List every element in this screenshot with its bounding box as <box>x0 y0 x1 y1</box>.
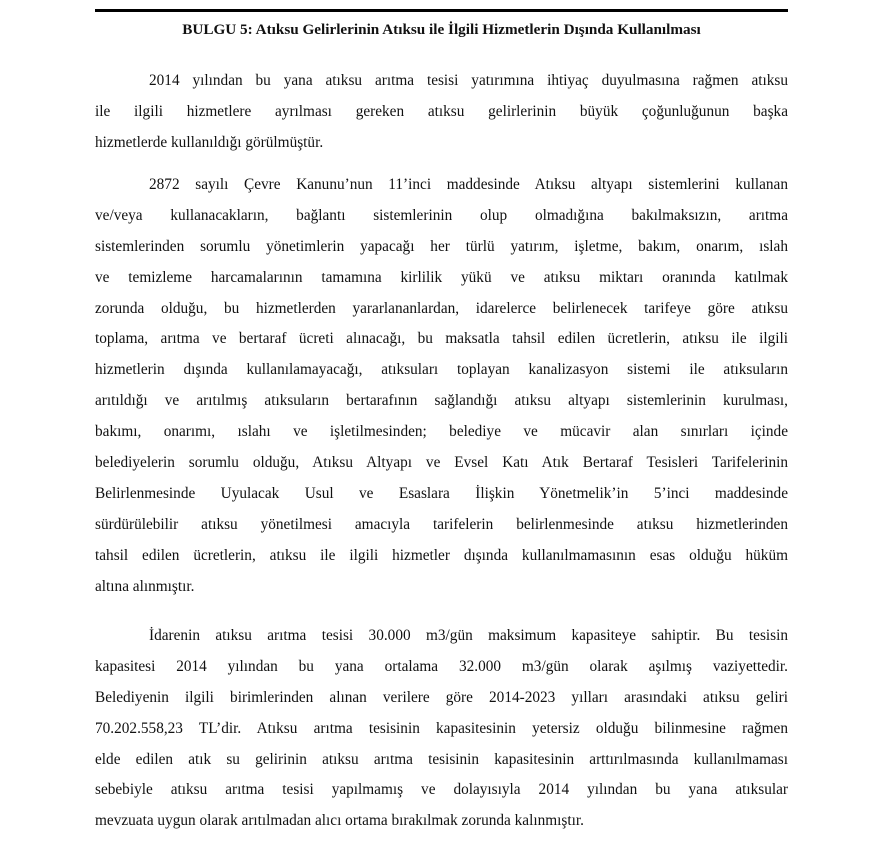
paragraph-line: ve temizleme harcamalarının tamamına kirlilik yükü ve atıksu miktarı oranında katılmak <box>95 268 788 286</box>
paragraph-line: ile ilgili hizmetlere ayrılması gereken atıksu gelirlerinin büyük çoğunluğunun başka <box>95 102 788 120</box>
top-rule <box>95 9 788 12</box>
paragraph-line: altına alınmıştır. <box>95 577 195 595</box>
paragraph-line: toplama, arıtma ve bertaraf ücreti alınacağı, bu maksatla tahsil edilen ücretlerin, atıksu ile ilgili <box>95 330 788 348</box>
paragraph-line: 2014 yılından bu yana atıksu arıtma tesisi yatırımına ihtiyaç duyulmasına rağmen atıksu <box>149 72 788 89</box>
paragraph-line: mevzuata uygun olarak arıtılmadan alıcı ortama bırakılmak zorunda kalınmıştır. <box>95 812 584 830</box>
paragraph-line: arıtıldığı ve arıtılmış atıksuların bertarafının sağlandığı atıksu altyapı sistemlerinin kurulması, <box>95 392 788 410</box>
paragraph-line: 70.202.558,23 TL’dir. Atıksu arıtma tesisinin kapasitesinin yetersiz olduğu bilinmesine rağmen <box>95 719 788 737</box>
finding-heading: BULGU 5: Atıksu Gelirlerinin Atıksu ile İlgili Hizmetlerin Dışında Kullanılması <box>182 21 701 38</box>
paragraph-line: tahsil edilen ücretlerin, atıksu ile ilgili hizmetler dışında kullanılmamasının esas olduğu hüküm <box>95 546 788 564</box>
paragraph-2 <box>95 170 788 602</box>
paragraph-line: 2872 sayılı Çevre Kanunu’nun 11’inci maddesinde Atıksu altyapı sistemlerini kullanan <box>149 176 788 193</box>
paragraph-line: sistemlerinden sorumlu yönetimlerin yapacağı her türlü yatırım, işletme, bakım, onarım, ıslah <box>95 237 788 255</box>
paragraph-line: sebebiyle atıksu arıtma tesisi yapılmamış ve dolayısıyla 2014 yılından bu yana atıksular <box>95 781 788 799</box>
paragraph-line: kapasitesi 2014 yılından bu yana ortalama 32.000 m3/gün olarak aşılmış vaziyettedir. <box>95 657 788 675</box>
paragraph-line: elde edilen atık su gelirinin atıksu arıtma tesisinin kapasitesinin arttırılmasında kullanılmaması <box>95 750 788 768</box>
paragraph-line: belediyelerin sorumlu olduğu, Atıksu Altyapı ve Evsel Katı Atık Bertaraf Tesisleri Tarifelerinin <box>95 454 788 472</box>
paragraph-line: ve/veya kullanacakların, bağlantı sistemlerinin olup olmadığına bakılmaksızın, arıtma <box>95 206 788 224</box>
paragraph-line: hizmetlerde kullanıldığı görülmüştür. <box>95 133 324 151</box>
paragraph-line: zorunda olduğu, bu hizmetlerden yararlananlardan, idarelerce belirlenecek tarifeye göre atıksu <box>95 299 788 317</box>
paragraph-3 <box>95 621 788 837</box>
paragraph-line: Belediyenin ilgili birimlerinden alınan verilere göre 2014-2023 yılları arasındaki atıksu geliri <box>95 688 788 706</box>
paragraph-line: İdarenin atıksu arıtma tesisi 30.000 m3/gün maksimum kapasiteye sahiptir. Bu tesisin <box>149 627 788 644</box>
paragraph-line: Belirlenmesinde Uyulacak Usul ve Esaslara İlişkin Yönetmelik’in 5’inci maddesinde <box>95 484 788 502</box>
paragraph-line: sürdürülebilir atıksu yönetilmesi amacıyla tarifelerin belirlenmesinde atıksu hizmetlerinden <box>95 515 788 533</box>
paragraph-line: bakımı, onarımı, ıslahı ve işletilmesinden; belediye ve mücavir alan sınırları içinde <box>95 423 788 441</box>
paragraph-line: hizmetlerin dışında kullanılamayacağı, atıksuları toplayan kanalizasyon sistemi ile atıksuların <box>95 361 788 379</box>
paragraph-1 <box>95 66 788 159</box>
